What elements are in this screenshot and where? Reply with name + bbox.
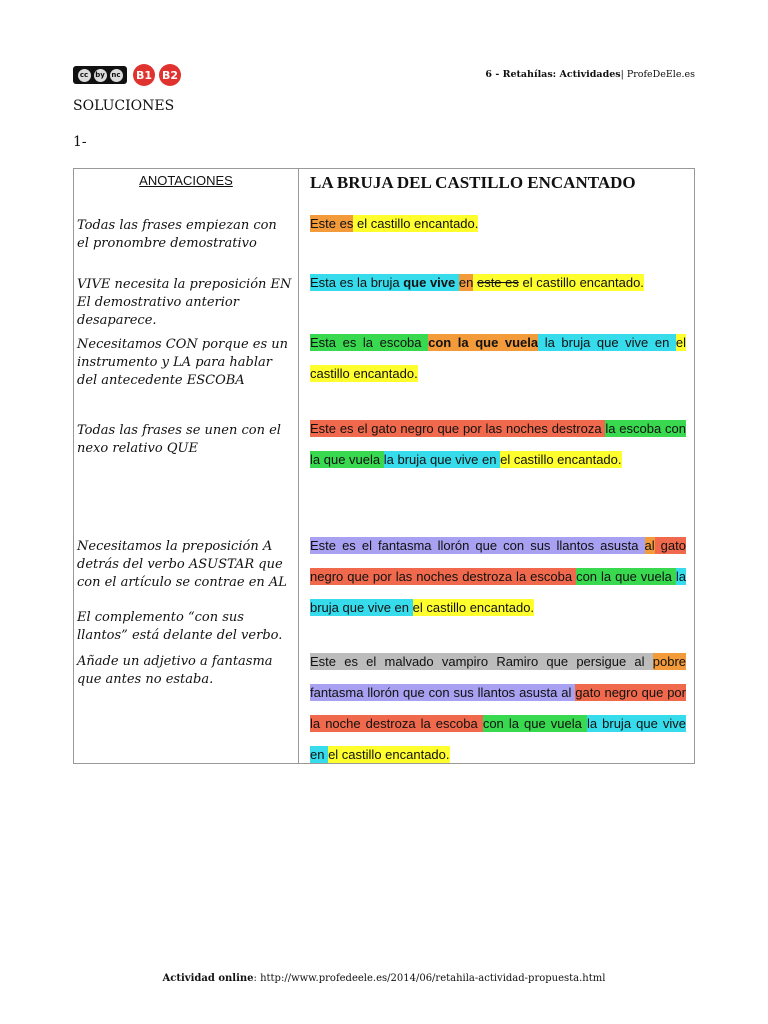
note-item: Añade un adjetivo a fantasma que antes no estaba. [77, 654, 273, 687]
level-b2-badge: B2 [159, 64, 181, 86]
notes-column-header [74, 173, 298, 188]
highlighted-segment: al [644, 538, 655, 553]
story-paragraph [310, 327, 686, 389]
exercise-number: 1- [73, 134, 87, 150]
highlighted-segment: el castillo encantado. [518, 275, 644, 290]
highlighted-segment: gato negro que por la noche destroza la escoba [310, 685, 686, 731]
story-paragraph [310, 530, 686, 623]
story-paragraph [310, 275, 686, 290]
highlighted-segment: con la que vuela [428, 335, 539, 350]
footer-label: Actividad online [162, 973, 254, 984]
highlighted-segment: este es [476, 275, 519, 290]
note-item: VIVE necesita la preposición EN El demostrativo anterior desaparece. [77, 277, 292, 328]
highlighted-segment: fantasma llorón que con sus llantos asusta al [310, 685, 576, 700]
highlighted-segment: la escoba con la que vuela [310, 421, 686, 467]
highlighted-segment: Este es el fantasma llorón que con sus llantos asusta [310, 538, 645, 553]
page-header [73, 64, 695, 86]
highlighted-segment: en [458, 275, 474, 290]
highlighted-segment: la bruja que vive en [310, 716, 687, 762]
footer-url: : http://www.profedeele.es/2014/06/retahila-actividad-propuesta.html [253, 973, 606, 984]
highlighted-segment: Esta es la bruja [310, 275, 404, 290]
column-divider [298, 169, 299, 763]
level-b1-badge: B1 [133, 64, 155, 86]
note-item: Todas las frases se unen con el nexo relativo QUE [77, 423, 281, 456]
highlighted-segment: el castillo encantado. [310, 335, 687, 381]
highlighted-segment: Esta es la escoba [310, 335, 429, 350]
note-item: Todas las frases empiezan con el pronombre demostrativo [77, 218, 277, 251]
license-badges [73, 64, 181, 86]
cc-icon: cc [78, 69, 91, 82]
creative-commons-badge [73, 66, 127, 84]
highlighted-segment: el castillo encantado. [328, 747, 450, 762]
highlighted-segment: la bruja que vive en [310, 569, 687, 615]
story-paragraph [310, 216, 686, 231]
page-footer [0, 973, 768, 984]
solutions-table [73, 168, 695, 764]
highlighted-segment: el castillo encantado. [412, 600, 535, 615]
highlighted-segment: el castillo encantado. [353, 216, 479, 231]
section-name: 6 - Retahílas: Actividades [485, 69, 621, 80]
story-paragraph [310, 413, 686, 475]
nc-icon: nc [110, 69, 123, 82]
highlighted-segment: la bruja que vive en [383, 452, 501, 467]
by-icon: by [94, 69, 107, 82]
story-paragraph [310, 646, 686, 770]
highlighted-segment: la bruja que vive en [538, 335, 676, 350]
highlighted-segment: con la que vuela [576, 569, 676, 584]
header-section-title [485, 69, 695, 80]
highlighted-segment: Este es [310, 216, 354, 231]
highlighted-segment: que vive [403, 275, 456, 290]
note-item: El complemento “con sus llantos” está delante del verbo. [77, 610, 283, 643]
note-item: Necesitamos CON porque es un instrumento y LA para hablar del antecedente ESCOBA [77, 337, 289, 388]
highlighted-segment: Este es el gato negro que por las noches destroza [310, 421, 606, 436]
story-title: LA BRUJA DEL CASTILLO ENCANTADO [310, 173, 636, 192]
note-item: Necesitamos la preposición A detrás del verbo ASUSTAR que con el artículo se contrae en AL [77, 539, 287, 590]
highlighted-segment: el castillo encantado. [500, 452, 622, 467]
highlighted-segment: con la que vuela [482, 716, 587, 731]
highlighted-segment: pobre [652, 654, 686, 669]
highlighted-segment: gato negro que por las noches destroza la escoba [310, 538, 686, 584]
site-name: | ProfeDeEle.es [620, 69, 695, 80]
highlighted-segment: Este es el malvado vampiro Ramiro que persigue al [310, 654, 653, 669]
notes-title: ANOTACIONES [139, 173, 233, 188]
page-heading: SOLUCIONES [73, 98, 175, 114]
